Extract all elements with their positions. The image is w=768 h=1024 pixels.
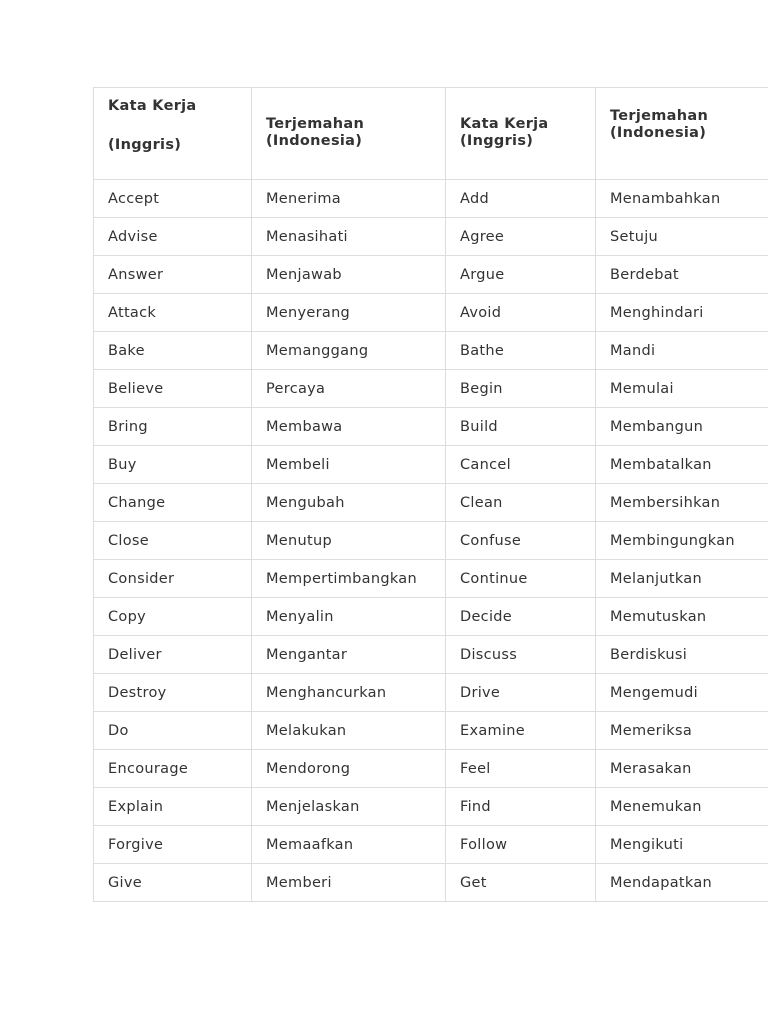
cell-english-verb-1: Forgive (94, 826, 252, 864)
table-row (94, 750, 768, 788)
cell-english-verb-2: Follow (446, 826, 596, 864)
cell-english-verb-1: Change (94, 484, 252, 522)
cell-indonesian-translation-1: Menghancurkan (252, 674, 446, 712)
cell-indonesian-translation-2: Memutuskan (596, 598, 768, 636)
cell-english-verb-1: Consider (94, 560, 252, 598)
header-english-verb-1 (94, 88, 252, 180)
cell-english-verb-2: Avoid (446, 294, 596, 332)
cell-english-verb-2: Cancel (446, 446, 596, 484)
cell-english-verb-1: Destroy (94, 674, 252, 712)
cell-indonesian-translation-1: Melakukan (252, 712, 446, 750)
cell-indonesian-translation-2: Merasakan (596, 750, 768, 788)
cell-english-verb-1: Give (94, 864, 252, 902)
cell-indonesian-translation-1: Mengantar (252, 636, 446, 674)
header-indonesian-translation-1-line1: Terjemahan (266, 116, 365, 132)
cell-indonesian-translation-1: Menjawab (252, 256, 446, 294)
cell-indonesian-translation-1: Mendorong (252, 750, 446, 788)
header-indonesian-translation-2 (596, 88, 768, 180)
cell-english-verb-1: Advise (94, 218, 252, 256)
cell-english-verb-1: Believe (94, 370, 252, 408)
cell-indonesian-translation-1: Memaafkan (252, 826, 446, 864)
cell-indonesian-translation-1: Menjelaskan (252, 788, 446, 826)
cell-indonesian-translation-2: Mandi (596, 332, 768, 370)
header-indonesian-translation-2-line2: (Indonesia) (610, 125, 707, 141)
verb-translation-table (93, 87, 768, 902)
header-english-verb-2-line2: (Inggris) (460, 133, 534, 149)
cell-indonesian-translation-1: Menerima (252, 180, 446, 218)
cell-english-verb-1: Attack (94, 294, 252, 332)
cell-indonesian-translation-1: Menyerang (252, 294, 446, 332)
cell-indonesian-translation-2: Melanjutkan (596, 560, 768, 598)
cell-indonesian-translation-1: Membeli (252, 446, 446, 484)
table-body (94, 180, 768, 902)
table-row (94, 218, 768, 256)
table-row (94, 788, 768, 826)
table-row (94, 484, 768, 522)
cell-indonesian-translation-1: Percaya (252, 370, 446, 408)
cell-indonesian-translation-1: Mempertimbangkan (252, 560, 446, 598)
cell-english-verb-2: Begin (446, 370, 596, 408)
table-row (94, 408, 768, 446)
header-indonesian-translation-1 (252, 88, 446, 180)
table-row (94, 864, 768, 902)
table-row (94, 294, 768, 332)
cell-indonesian-translation-2: Mengemudi (596, 674, 768, 712)
cell-indonesian-translation-2: Membersihkan (596, 484, 768, 522)
cell-indonesian-translation-2: Mengikuti (596, 826, 768, 864)
cell-english-verb-2: Discuss (446, 636, 596, 674)
cell-indonesian-translation-1: Memberi (252, 864, 446, 902)
table-row (94, 636, 768, 674)
cell-indonesian-translation-2: Berdebat (596, 256, 768, 294)
table-row (94, 826, 768, 864)
table-row (94, 370, 768, 408)
cell-english-verb-2: Confuse (446, 522, 596, 560)
cell-indonesian-translation-2: Memulai (596, 370, 768, 408)
cell-english-verb-2: Find (446, 788, 596, 826)
cell-indonesian-translation-2: Menemukan (596, 788, 768, 826)
cell-english-verb-1: Do (94, 712, 252, 750)
verb-translation-table-container (93, 87, 768, 902)
table-row (94, 560, 768, 598)
cell-indonesian-translation-2: Berdiskusi (596, 636, 768, 674)
table-row (94, 446, 768, 484)
cell-indonesian-translation-2: Menambahkan (596, 180, 768, 218)
cell-english-verb-2: Add (446, 180, 596, 218)
table-row (94, 522, 768, 560)
table-row (94, 712, 768, 750)
cell-english-verb-2: Agree (446, 218, 596, 256)
cell-english-verb-2: Drive (446, 674, 596, 712)
header-row (94, 88, 768, 180)
cell-english-verb-1: Deliver (94, 636, 252, 674)
cell-english-verb-1: Encourage (94, 750, 252, 788)
cell-english-verb-2: Decide (446, 598, 596, 636)
cell-indonesian-translation-1: Menyalin (252, 598, 446, 636)
cell-indonesian-translation-2: Mendapatkan (596, 864, 768, 902)
cell-indonesian-translation-1: Membawa (252, 408, 446, 446)
cell-english-verb-1: Explain (94, 788, 252, 826)
cell-english-verb-1: Close (94, 522, 252, 560)
cell-indonesian-translation-1: Mengubah (252, 484, 446, 522)
cell-english-verb-1: Answer (94, 256, 252, 294)
table-row (94, 332, 768, 370)
cell-indonesian-translation-2: Membangun (596, 408, 768, 446)
cell-english-verb-2: Argue (446, 256, 596, 294)
cell-indonesian-translation-2: Membingungkan (596, 522, 768, 560)
cell-english-verb-1: Bring (94, 408, 252, 446)
table-row (94, 256, 768, 294)
cell-indonesian-translation-1: Menutup (252, 522, 446, 560)
cell-indonesian-translation-1: Menasihati (252, 218, 446, 256)
cell-english-verb-1: Bake (94, 332, 252, 370)
cell-english-verb-1: Accept (94, 180, 252, 218)
cell-english-verb-2: Build (446, 408, 596, 446)
cell-english-verb-1: Buy (94, 446, 252, 484)
header-english-verb-2 (446, 88, 596, 180)
cell-english-verb-2: Get (446, 864, 596, 902)
cell-indonesian-translation-1: Memanggang (252, 332, 446, 370)
cell-indonesian-translation-2: Setuju (596, 218, 768, 256)
cell-indonesian-translation-2: Memeriksa (596, 712, 768, 750)
header-indonesian-translation-2-line1: Terjemahan (610, 108, 709, 124)
header-english-verb-1-line1: Kata Kerja (108, 98, 197, 114)
cell-english-verb-1: Copy (94, 598, 252, 636)
cell-indonesian-translation-2: Menghindari (596, 294, 768, 332)
table-row (94, 180, 768, 218)
table-row (94, 598, 768, 636)
cell-english-verb-2: Continue (446, 560, 596, 598)
cell-english-verb-2: Bathe (446, 332, 596, 370)
header-indonesian-translation-1-line2: (Indonesia) (266, 133, 363, 149)
header-english-verb-2-line1: Kata Kerja (460, 116, 549, 132)
cell-english-verb-2: Feel (446, 750, 596, 788)
cell-indonesian-translation-2: Membatalkan (596, 446, 768, 484)
table-row (94, 674, 768, 712)
header-english-verb-1-line2: (Inggris) (108, 137, 182, 153)
table-header (94, 88, 768, 180)
cell-english-verb-2: Clean (446, 484, 596, 522)
cell-english-verb-2: Examine (446, 712, 596, 750)
